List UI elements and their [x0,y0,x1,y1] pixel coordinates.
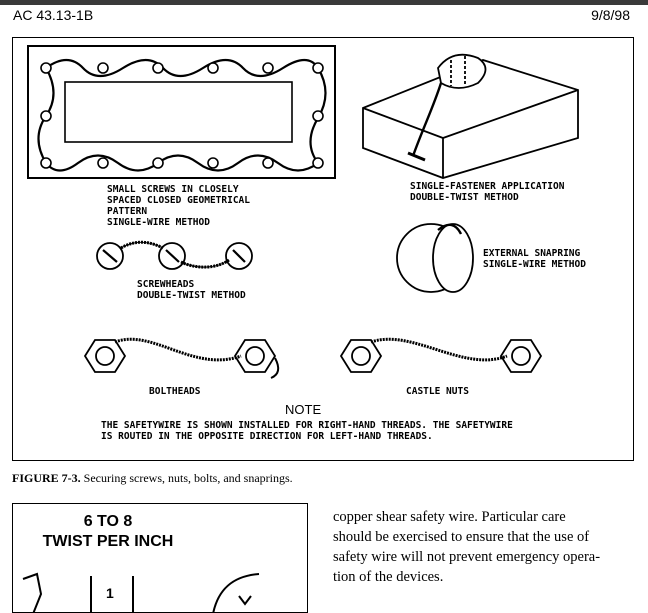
small-screws-label-3: PATTERN [107,206,148,217]
boltheads-drawing [85,339,278,378]
note-line-2: IS ROUTED IN THE OPPOSITE DIRECTION FOR LEFT-HAND THREADS. [101,431,433,442]
snapring-label-1: EXTERNAL SNAPRING [483,248,581,259]
document-id: AC 43.13-1B [13,7,94,23]
twist-title-line-1: 6 TO 8 [83,513,133,530]
note-line-1: THE SAFETYWIRE IS SHOWN INSTALLED FOR RIGHT-HAND THREADS. THE SAFETYWIRE [101,420,513,431]
screwheads-label-1: SCREWHEADS [137,279,195,290]
figure-caption-label: FIGURE 7-3. [12,471,81,485]
snapring-label-2: SINGLE-WIRE METHOD [483,259,586,270]
snapring-drawing [397,224,473,292]
single-fastener-label-2: DOUBLE-TWIST METHOD [410,192,519,203]
dimension-number: 1 [106,585,114,601]
castle-nuts-drawing [341,339,541,372]
figure-caption [12,471,293,486]
small-screws-plate-drawing [28,46,335,178]
screwheads-drawing [97,242,252,269]
small-screws-label-2: SPACED CLOSED GEOMETRICAL [107,195,250,206]
note-title: NOTE [285,402,322,417]
twist-per-inch-figure [12,503,308,613]
body-line-1: copper shear safety wire. Particular care [333,509,566,525]
castle-nuts-label: CASTLE NUTS [406,386,469,397]
screwheads-label-2: DOUBLE-TWIST METHOD [137,290,246,301]
boltheads-label: BOLTHEADS [149,386,201,397]
small-screws-label-1: SMALL SCREWS IN CLOSELY [107,184,239,195]
top-border-bar [0,0,648,5]
twist-per-inch-drawing [13,504,308,613]
twist-title-line-2: TWIST PER INCH [42,533,174,550]
figure-7-3-illustration [12,37,634,461]
document-date: 9/8/98 [591,7,630,23]
body-line-3: safety wire will not prevent emergency opera- [333,549,601,565]
figure-caption-text: Securing screws, nuts, bolts, and snaprings. [80,471,293,485]
safety-wire-drawing [13,38,635,462]
single-fastener-drawing [363,55,578,178]
body-paragraph [333,507,635,587]
small-screws-label-4: SINGLE-WIRE METHOD [107,217,210,228]
single-fastener-label-1: SINGLE-FASTENER APPLICATION [410,181,565,192]
body-line-4: tion of the devices. [333,569,444,585]
body-line-2: should be exercised to ensure that the use of [333,529,590,545]
